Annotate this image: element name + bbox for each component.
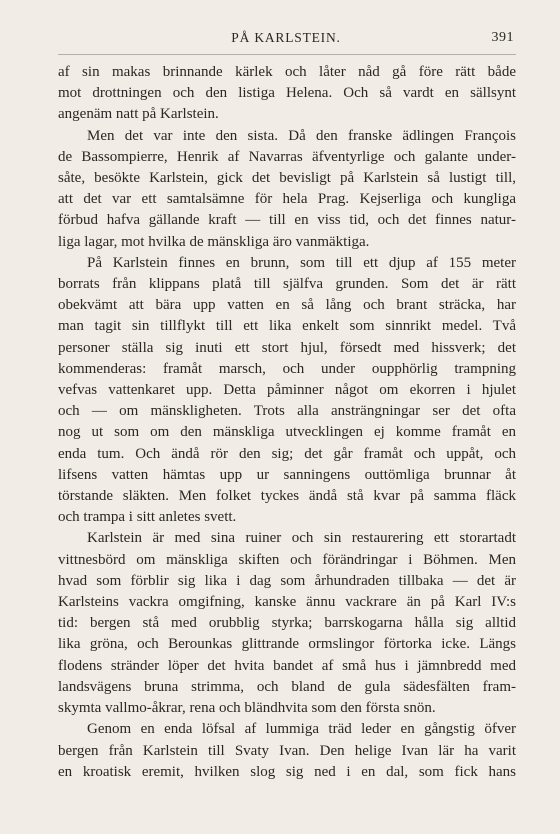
text-line: lifsens vatten hämtas upp ur sanningens outtömliga brunnar åt [58, 466, 516, 483]
text-line: mot drottningen och den listiga Helena. Och så vardt en sällsynt [58, 85, 516, 102]
text-line: vefvas vattenkaret upp. Detta påminner något om ekorren i hjulet [58, 382, 516, 399]
header-title: PÅ KARLSTEIN. [231, 30, 341, 45]
text-line: flodens stränder löper det hvita bandet af små hus i jämnbredd med [58, 657, 516, 674]
text-line: såte, besökte Karlstein, gick det bevisligt på Karlstein så lustigt till, [58, 170, 516, 187]
text-line: På Karlstein finnes en brunn, som till ett djup af 155 meter [87, 254, 516, 271]
text-line: borrats från klippans platå till själfva grunden. Som det är rätt [58, 276, 516, 293]
text-line: hvad som förblir sig lika i dag som århundraden tillbaka — det är [58, 572, 516, 589]
text-line: förbud hafva gällande kraft — till en viss tid, och det finnes natur- [58, 212, 516, 229]
text-line: lika gröna, och Berounkas glittrande ormslingor förtorka icke. Längs [58, 636, 516, 653]
running-head [58, 30, 514, 52]
text-line: nog ut som om den mänskliga utvecklingen ej komme framåt en [58, 424, 516, 441]
paragraph [58, 126, 516, 253]
text-line: af sin makas brinnande kärlek och låter nåd gå före rätt både [58, 64, 516, 80]
text-line: Karlstein är med sina ruiner och sin restaurering ett storartadt [87, 530, 516, 547]
text-line: och — om mänskligheten. Trots alla ansträngningar ser det ofta [58, 403, 516, 420]
text-line: och trampa i sitt anletes svett. [58, 509, 237, 526]
text-line: tid: bergen stå med orubblig styrka; barrskogarna hålla sig alltid [58, 615, 516, 632]
text-line: landsvägens bruna strimma, och bland de gula sädesfälten fram- [58, 678, 516, 695]
text-line: en kroatisk eremit, hvilken slog sig ned i en dal, som fick hans [58, 763, 516, 780]
header-rule [58, 54, 516, 55]
text-line: Genom en enda löfsal af lummiga träd leder en gångstig öfver [87, 721, 516, 738]
paragraph [58, 719, 516, 783]
text-line: Men det var inte den sista. Då den franske ädlingen François [87, 127, 516, 144]
text-line: personer ställa sig inuti ett stort hjul, försedt med hissverk; det [58, 339, 516, 356]
text-line: obekvämt att bära upp vatten en så lång och brant sträcka, har [58, 297, 516, 314]
text-line: kommenderas: framåt marsch, och under oupphörlig trampning [58, 360, 516, 377]
paragraph [58, 62, 516, 126]
text-line: törstande släkten. Men folket tyckes ändå stå kvar på samma fläck [58, 488, 516, 505]
paragraph [58, 528, 516, 719]
body-text [58, 62, 516, 783]
text-line: man tagit sin tillflykt till ett lika enkelt som sinnrikt medel. Två [58, 318, 516, 335]
page-number: 391 [491, 30, 514, 45]
text-line: bergen från Karlstein till Svaty Ivan. Den helige Ivan lär ha varit [58, 742, 516, 759]
text-line: liga lagar, mot hvilka de mänskliga äro vanmäktiga. [58, 233, 370, 250]
text-line: de Bassompierre, Henrik af Navarras äfventyrlige och galante under- [58, 148, 516, 165]
text-line: att det var ett samtalsämne för hela Prag. Kejserliga och kungliga [58, 191, 516, 208]
paragraph [58, 253, 516, 529]
text-line: enda tum. Och ändå rör den sig; det går framåt och uppåt, och [58, 445, 516, 462]
text-line: skymta vallmo-åkrar, rena och bländhvita som den första snön. [58, 700, 436, 717]
text-line: vittnesbörd om mänskliga skiften och förändringar i Böhmen. Men [58, 551, 516, 568]
text-line: Karlsteins vackra omgifning, kanske ännu vackrare än på Karl IV:s [58, 594, 516, 611]
text-line: angenäm natt på Karlstein. [58, 106, 219, 123]
